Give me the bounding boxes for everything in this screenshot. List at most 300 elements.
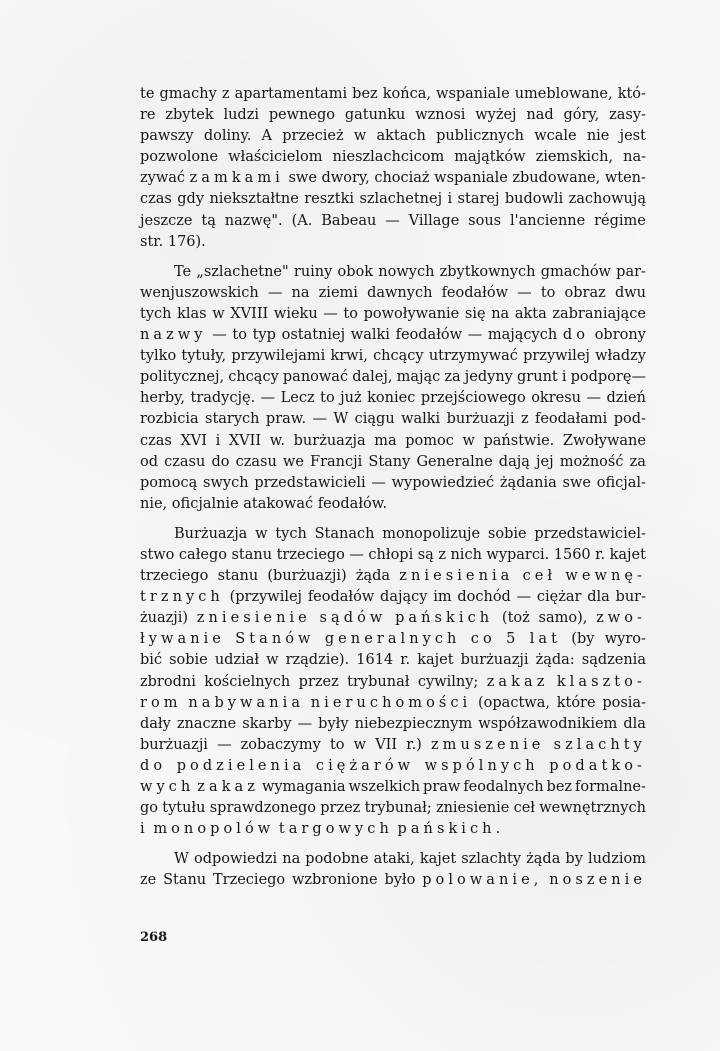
word: wcale <box>534 128 577 145</box>
word: zakaz <box>486 673 549 690</box>
word: ziemskich, <box>535 149 614 166</box>
text-line <box>140 650 646 671</box>
word: A <box>261 128 273 145</box>
text-line <box>140 798 646 819</box>
word: do <box>211 453 230 470</box>
word: zobaczymy <box>240 736 321 753</box>
word: Stanu <box>163 872 207 889</box>
word: zachowują <box>568 191 646 208</box>
text-line <box>140 545 646 566</box>
word: bur- <box>615 589 646 606</box>
word: pomocą <box>140 474 198 491</box>
word: by <box>565 851 583 868</box>
word: przecież <box>282 128 344 145</box>
word: go <box>140 800 159 817</box>
word: dwory, <box>321 170 370 187</box>
word: wyro- <box>604 631 646 648</box>
text-line <box>140 777 646 798</box>
word: ływanie <box>140 631 225 648</box>
word: bez <box>352 86 378 102</box>
word: okresu <box>531 390 581 407</box>
word: (by <box>571 631 595 648</box>
word: dwu <box>614 284 646 301</box>
word: skarby <box>242 715 292 732</box>
word: były <box>318 715 349 732</box>
word: gdy <box>177 191 205 208</box>
word: dzień <box>606 390 646 407</box>
word: dają <box>498 453 530 470</box>
word: przywilejami <box>231 348 326 365</box>
word: właścicielom <box>228 149 323 166</box>
word: zbytkownych <box>439 263 536 280</box>
word: bez <box>546 779 573 795</box>
word: pozwolone <box>140 149 219 166</box>
word: — <box>371 474 386 491</box>
word: — <box>385 212 400 229</box>
word: wenjuszowskich <box>140 284 259 301</box>
word: końca, <box>382 86 431 102</box>
word: pańskich. <box>397 821 505 838</box>
word: dawnych <box>367 284 433 301</box>
word: kajet <box>417 652 454 669</box>
word: feodałami <box>534 411 608 428</box>
word: ludziom <box>587 851 646 868</box>
word: Stany <box>368 453 411 470</box>
word: 5 <box>506 631 520 648</box>
word: to <box>232 327 247 344</box>
word: l'ancienne <box>510 212 586 229</box>
word: nie, <box>140 495 168 512</box>
word: nazwę". <box>224 212 283 229</box>
word: i <box>215 432 221 449</box>
word: w <box>255 525 268 542</box>
text-line <box>140 304 646 325</box>
word: praw <box>423 779 461 795</box>
word: te <box>140 86 155 102</box>
word: zasy- <box>609 107 646 124</box>
word: to <box>329 736 345 753</box>
word: Babeau <box>321 212 377 229</box>
word: przedstawicieli <box>254 474 366 491</box>
word: czasu <box>235 453 277 470</box>
word: możność <box>559 453 624 470</box>
word: re <box>140 107 156 124</box>
word: przywilej <box>523 348 590 365</box>
word: tytuły, <box>181 348 227 365</box>
word: zniesienie <box>196 610 311 627</box>
word: przez <box>298 673 339 690</box>
word: ceł <box>522 568 557 585</box>
word: Village <box>408 212 460 229</box>
word: w <box>353 128 367 145</box>
word: walki <box>401 411 441 428</box>
word: — <box>349 546 364 563</box>
word: tych <box>275 525 307 542</box>
word: panować <box>282 369 349 386</box>
word: wymagania <box>261 779 346 795</box>
word: zywać <box>140 170 186 187</box>
word: i <box>140 821 149 838</box>
word: (toż <box>501 610 530 627</box>
paragraph-gap <box>140 840 646 849</box>
word: par- <box>616 263 646 280</box>
word: aktach <box>376 128 426 145</box>
body-text <box>140 84 646 891</box>
word: czas <box>140 191 172 208</box>
word: żądania <box>499 474 557 491</box>
word: zwo- <box>596 610 646 627</box>
word: dający <box>380 589 428 606</box>
word: feodałów <box>307 589 375 606</box>
word: wewnętrznych <box>539 800 646 817</box>
text-line <box>140 283 646 304</box>
word: dalej, <box>352 369 393 386</box>
text-line <box>140 168 646 189</box>
word: ciągu <box>354 411 395 428</box>
word: — <box>586 390 601 407</box>
word: chłopi <box>368 546 414 563</box>
word: wewnę- <box>565 568 646 585</box>
word: — <box>517 284 532 301</box>
word: Lecz <box>280 390 315 407</box>
text-line <box>140 629 646 650</box>
word: nabywania <box>188 694 305 711</box>
word: typ <box>252 327 276 344</box>
word: współzawodnikiem <box>478 715 618 732</box>
word: ze <box>140 872 157 889</box>
word: — <box>212 327 227 344</box>
word: które <box>556 694 596 711</box>
word: podatko- <box>549 757 646 774</box>
word: r. <box>400 652 411 669</box>
word: do <box>140 757 167 774</box>
word: W <box>333 411 349 428</box>
word: VII <box>375 736 398 753</box>
word: odpowiedzi <box>193 851 278 868</box>
word: czasu <box>164 453 206 470</box>
word: wznosi <box>415 107 466 124</box>
word: dochód <box>457 589 511 606</box>
word: podobne <box>305 851 369 868</box>
word: monopolizuje <box>382 525 481 542</box>
word: chcący <box>373 348 424 365</box>
word: w <box>462 432 475 449</box>
text-line <box>140 608 646 629</box>
word: polowanie, <box>422 872 543 889</box>
word: obrony <box>594 327 646 344</box>
word: 1560 <box>553 546 591 563</box>
word: na- <box>623 149 646 166</box>
word: rządzie). <box>285 652 350 669</box>
text-line <box>140 126 646 147</box>
word: krwi, <box>330 348 368 365</box>
word: żąda <box>526 851 561 868</box>
word: nazwy <box>140 327 207 344</box>
word: tradycję. <box>190 390 256 407</box>
word: kajet <box>419 851 457 868</box>
word: klas <box>177 305 207 322</box>
word: kajet <box>609 546 646 563</box>
word: nowych <box>378 263 435 280</box>
word: burżuazja <box>293 432 366 449</box>
word: gmachy <box>159 86 217 102</box>
word: mając <box>396 369 441 386</box>
word: — <box>467 327 483 344</box>
word: ziemi <box>318 284 358 301</box>
word: trzeciego <box>276 546 345 563</box>
word: nieruchomości <box>310 694 472 711</box>
word: pod- <box>613 411 646 428</box>
text-line <box>140 714 646 735</box>
word: we <box>282 453 304 470</box>
word: niekształtne <box>209 191 299 208</box>
word: obraz <box>564 284 606 301</box>
word: publicznych <box>436 128 524 145</box>
word: r.) <box>406 736 422 753</box>
text-line <box>140 105 646 126</box>
word: się <box>464 305 486 322</box>
word: tych <box>140 305 172 322</box>
word: z <box>221 86 230 102</box>
text-line <box>140 346 646 367</box>
word: udział <box>214 652 260 669</box>
word: politycznej, <box>140 369 225 386</box>
word: Trzeciego <box>212 872 286 889</box>
word: trzeciego <box>140 568 209 585</box>
word: szlachty <box>461 851 522 868</box>
word: z <box>520 411 529 428</box>
word: — <box>260 390 276 407</box>
text-line <box>140 524 646 545</box>
word: swych <box>203 474 249 491</box>
text-line <box>140 693 646 714</box>
word: cywilny; <box>417 673 479 690</box>
word: — <box>323 305 338 322</box>
word: pańskich <box>395 610 494 627</box>
word: państwie. <box>483 432 555 449</box>
word: dla <box>623 715 646 732</box>
text-line <box>140 84 646 105</box>
word: zniesienie <box>435 800 510 817</box>
text-line <box>140 262 646 283</box>
word: (opactwa, <box>478 694 550 711</box>
text-line <box>140 409 646 430</box>
word: — <box>312 411 327 428</box>
text-line <box>140 232 646 253</box>
word: Francji <box>310 453 363 470</box>
word: starych <box>205 411 260 428</box>
word: na <box>291 284 310 301</box>
word: noszenie <box>549 872 646 889</box>
word: już <box>340 390 362 407</box>
word: wten- <box>604 170 646 187</box>
word: monopolów <box>153 821 275 838</box>
word: (burżuazji) <box>267 568 347 585</box>
word: było <box>384 872 416 889</box>
word: szlachetnej <box>359 191 443 208</box>
word: umeblowane, <box>514 86 613 102</box>
word: r. <box>595 546 606 563</box>
word: to <box>343 305 358 322</box>
word: generalnych <box>324 631 461 648</box>
word: to <box>320 390 335 407</box>
word: swe <box>288 170 317 187</box>
word: pawszy <box>140 128 194 145</box>
word: „szlachetne" <box>196 263 289 280</box>
text-line <box>140 819 646 840</box>
word: grunt <box>517 369 558 386</box>
word: mających <box>487 327 558 344</box>
word: nieszlachcicom <box>332 149 445 166</box>
word: im <box>433 589 452 606</box>
word: w <box>353 736 367 753</box>
word: wieku <box>273 305 318 322</box>
word: zbudowane, <box>512 170 601 187</box>
word: gmachów <box>540 263 611 280</box>
word: resztki <box>304 191 355 208</box>
word: przez <box>320 800 361 817</box>
word: str. <box>140 233 164 250</box>
text-line <box>140 325 646 346</box>
word: żąda: <box>535 652 575 669</box>
word: sądów <box>319 610 387 627</box>
word: zniesienia <box>399 568 514 585</box>
word: w. <box>269 432 286 449</box>
word: pewnego <box>268 107 336 124</box>
word: kościelnych <box>204 673 291 690</box>
text-line <box>140 756 646 777</box>
word: rozbicia <box>140 411 199 428</box>
word: czas <box>140 432 172 449</box>
word: feodałów <box>395 327 463 344</box>
word: stwo <box>140 546 175 563</box>
word: podzielenia <box>176 757 306 774</box>
word: bić <box>140 652 163 669</box>
text-line <box>140 494 646 515</box>
word: dla <box>587 589 610 606</box>
word: budowli <box>504 191 564 208</box>
text-line <box>140 566 646 587</box>
word: XVII <box>228 432 262 449</box>
text-line <box>140 211 646 232</box>
word: góry, <box>563 107 600 124</box>
word: zbrodni <box>140 673 196 690</box>
word: 1614 <box>356 652 394 669</box>
word: swe <box>562 474 591 491</box>
word: Te <box>174 263 192 280</box>
word: do <box>562 327 590 344</box>
word: utrzymywać <box>428 348 518 365</box>
word: samo), <box>538 610 588 627</box>
word: przejściowego <box>420 390 526 407</box>
word: jej <box>536 453 554 470</box>
word: akta <box>514 305 547 322</box>
text-line <box>140 473 646 494</box>
word: w <box>212 305 225 322</box>
word: wspaniale <box>434 170 508 187</box>
word: żąda <box>355 568 391 585</box>
word: tą <box>201 212 216 229</box>
word: wzbronione <box>292 872 378 889</box>
word: jeszcze <box>140 212 193 229</box>
word: zbytek <box>165 107 214 124</box>
word: za <box>629 453 646 470</box>
word: jedyny <box>464 369 513 386</box>
text-line <box>140 587 646 608</box>
word: doliny. <box>203 128 252 145</box>
word: nad <box>526 107 554 124</box>
word: rom <box>140 694 182 711</box>
text-line <box>140 388 646 409</box>
word: trznych <box>140 589 224 606</box>
word: dały <box>140 715 171 732</box>
word: podporę— <box>570 369 646 386</box>
word: sobie <box>487 525 527 542</box>
word: oficjal- <box>596 474 646 491</box>
word: ataki, <box>373 851 415 868</box>
word: posia- <box>602 694 646 711</box>
word: wspólnych <box>424 757 539 774</box>
word: stanu <box>231 546 273 563</box>
word: szlachty <box>553 736 646 753</box>
word: targowych <box>278 821 393 838</box>
word: 176). <box>167 233 206 250</box>
word: żuazji) <box>140 610 189 627</box>
word: XVIII <box>230 305 269 322</box>
text-line <box>140 147 646 168</box>
text-line <box>140 189 646 210</box>
word: nich <box>450 546 482 563</box>
word: ciężar <box>536 589 582 606</box>
word: Zwoływane <box>562 432 646 449</box>
word: sądzenia <box>581 652 646 669</box>
word: apartamentami <box>234 86 348 102</box>
word: formalne- <box>575 779 646 795</box>
word: wyżej <box>475 107 517 124</box>
word: (A. <box>291 212 313 229</box>
word: trybunał; <box>364 800 432 817</box>
word: — <box>267 284 283 301</box>
word: obok <box>337 263 374 280</box>
word: chociaż <box>374 170 430 187</box>
word: klaszto- <box>556 673 646 690</box>
word: feodałów <box>441 284 509 301</box>
word: gatunku <box>344 107 406 124</box>
text-line <box>140 849 646 870</box>
word: praw. <box>265 411 307 428</box>
word: ciężarów <box>315 757 415 774</box>
word: wyparci. <box>486 546 550 563</box>
word: któ- <box>617 86 646 102</box>
word: stanu <box>217 568 259 585</box>
word: walki <box>350 327 390 344</box>
word: w <box>266 652 279 669</box>
word: z <box>438 546 446 563</box>
word: majątków <box>454 149 526 166</box>
text-line <box>140 367 646 388</box>
word: XVI <box>180 432 207 449</box>
word: i <box>561 369 567 386</box>
word: tytułu <box>162 800 206 817</box>
paragraph-gap <box>140 253 646 262</box>
word: Stanów <box>235 631 315 648</box>
word: sobie <box>169 652 208 669</box>
word: atakować <box>243 495 314 512</box>
word: sous <box>468 212 502 229</box>
word: herby, <box>140 390 186 407</box>
word: tylko <box>140 348 177 365</box>
word: sprawdzonego <box>209 800 317 817</box>
